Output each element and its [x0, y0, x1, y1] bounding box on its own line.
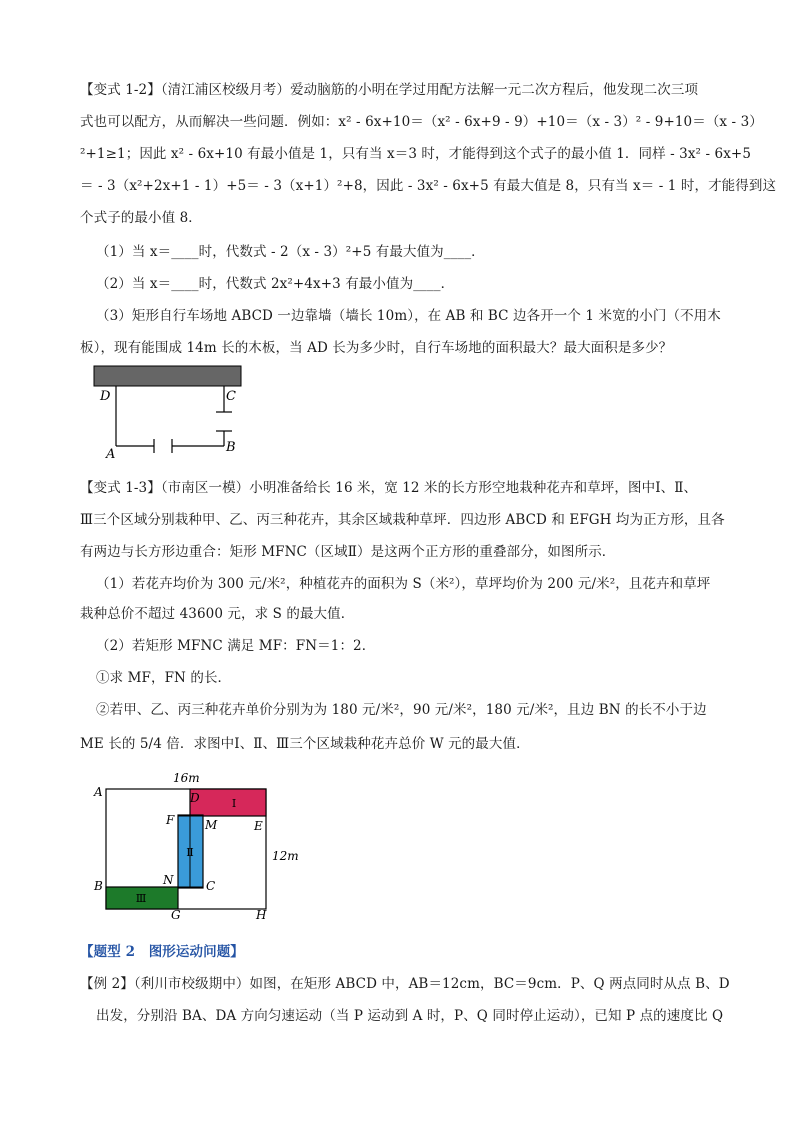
label-a: A	[94, 785, 103, 799]
problem-1-3-question-1-a: （1）若花卉均价为 300 元/米²，种植花卉的面积为 S（米²），草坪均价为 200 元/米²，且花卉和草坪	[96, 576, 711, 592]
problem-1-3-sub-1: ①求 MF，FN 的长．	[96, 670, 232, 686]
label-d: D	[100, 389, 111, 404]
problem-1-2-line-3: ²+1≥1；因此 x² - 6x+10 有最小值是 1，只有当 x＝3 时，才能得到这个式子的最小值 1．同样 - 3x² - 6x+5	[80, 146, 752, 162]
example-2-line-2: 出发，分别沿 BA、DA 方向匀速运动（当 P 运动到 A 时，P、Q 同时停止运动），已知 P 点的速度比 Q	[96, 1008, 724, 1024]
label-c: C	[226, 389, 236, 404]
label-n: N	[163, 873, 174, 887]
problem-1-2-question-1: （1）当 x＝____时，代数式 - 2（x - 3）²+5 有最大值为____．	[96, 244, 485, 260]
label-e: E	[254, 819, 263, 833]
problem-1-3-question-2: （2）若矩形 MFNC 满足 MF：FN＝1：2．	[96, 638, 376, 654]
problem-1-3-line-2: Ⅲ三个区域分别栽种甲、乙、丙三种花卉，其余区域栽种草坪．四边形 ABCD 和 EFGH 均为正方形，且各	[80, 512, 725, 528]
example-2-line-1: 【例 2】（利川市校级期中）如图，在矩形 ABCD 中，AB＝12cm，BC＝9cm．P、Q 两点同时从点 B、D	[80, 976, 730, 992]
bike-yard-figure	[90, 362, 250, 462]
problem-1-2-question-2: （2）当 x＝____时，代数式 2x²+4x+3 有最小值为____．	[96, 276, 455, 292]
label-region-i: Ⅰ	[231, 797, 237, 810]
label-h: H	[256, 908, 267, 922]
problem-1-3-line-3: 有两边与长方形边重合：矩形 MFNC（区域Ⅱ）是这两个正方形的重叠部分，如图所示．	[80, 544, 616, 560]
problem-1-2-line-1: 【变式 1-2】（清江浦区校级月考）爱动脑筋的小明在学过用配方法解一元二次方程后，他发现二次三项	[80, 82, 699, 98]
section-heading: 【题型 2 图形运动问题】	[80, 944, 244, 960]
problem-1-2-question-3-a: （3）矩形自行车场地 ABCD 一边靠墙（墙长 10m），在 AB 和 BC 边各开一个 1 米宽的小门（不用木	[96, 308, 721, 324]
problem-1-3-sub-2-a: ②若甲、乙、丙三种花卉单价分别为为 180 元/米²，90 元/米²，180 元/米²，且边 BN 的长不小于边	[96, 702, 707, 718]
problem-1-3-line-1: 【变式 1-3】（市南区一模）小明准备给长 16 米，宽 12 米的长方形空地栽种花卉和草坪，图中Ⅰ、Ⅱ、	[80, 480, 698, 496]
label-m: M	[205, 818, 218, 832]
label-region-ii: Ⅱ	[186, 846, 194, 859]
wall	[94, 366, 241, 386]
label-b: B	[94, 879, 103, 893]
label-d: D	[190, 791, 200, 805]
label-b: B	[226, 440, 236, 455]
problem-1-2-line-2: 式也可以配方，从而解决一些问题．例如：x² - 6x+10＝（x² - 6x+9 - 9）+10＝（x - 3）² - 9+10＝（x - 3）	[80, 114, 763, 130]
label-12m: 12m	[272, 849, 299, 863]
label-region-iii: Ⅲ	[135, 892, 147, 905]
label-c: C	[206, 879, 216, 893]
region-i	[190, 789, 266, 816]
problem-1-3-question-1-b: 栽种总价不超过 43600 元，求 S 的最大值．	[80, 606, 355, 622]
label-f: F	[166, 813, 175, 827]
problem-1-3-sub-2-b: ME 长的 5/4 倍．求图中Ⅰ、Ⅱ、Ⅲ三个区域栽种花卉总价 W 元的最大值．	[80, 736, 530, 752]
label-g: G	[171, 908, 181, 922]
problem-1-2-line-5: 个式子的最小值 8．	[80, 210, 202, 226]
label-a: A	[106, 447, 116, 462]
label-16m: 16m	[173, 771, 200, 785]
problem-1-2-line-4: ＝ - 3（x²+2x+1 - 1）+5＝ - 3（x+1）²+8，因此 - 3x² - 6x+5 有最大值是 8，只有当 x＝ - 1 时，才能得到这	[80, 178, 777, 194]
problem-1-2-question-3-b: 板），现有能围成 14m 长的木板，当 AD 长为多少时，自行车场地的面积最大？最大面积是多少？	[80, 340, 673, 356]
garden-figure	[88, 766, 318, 928]
